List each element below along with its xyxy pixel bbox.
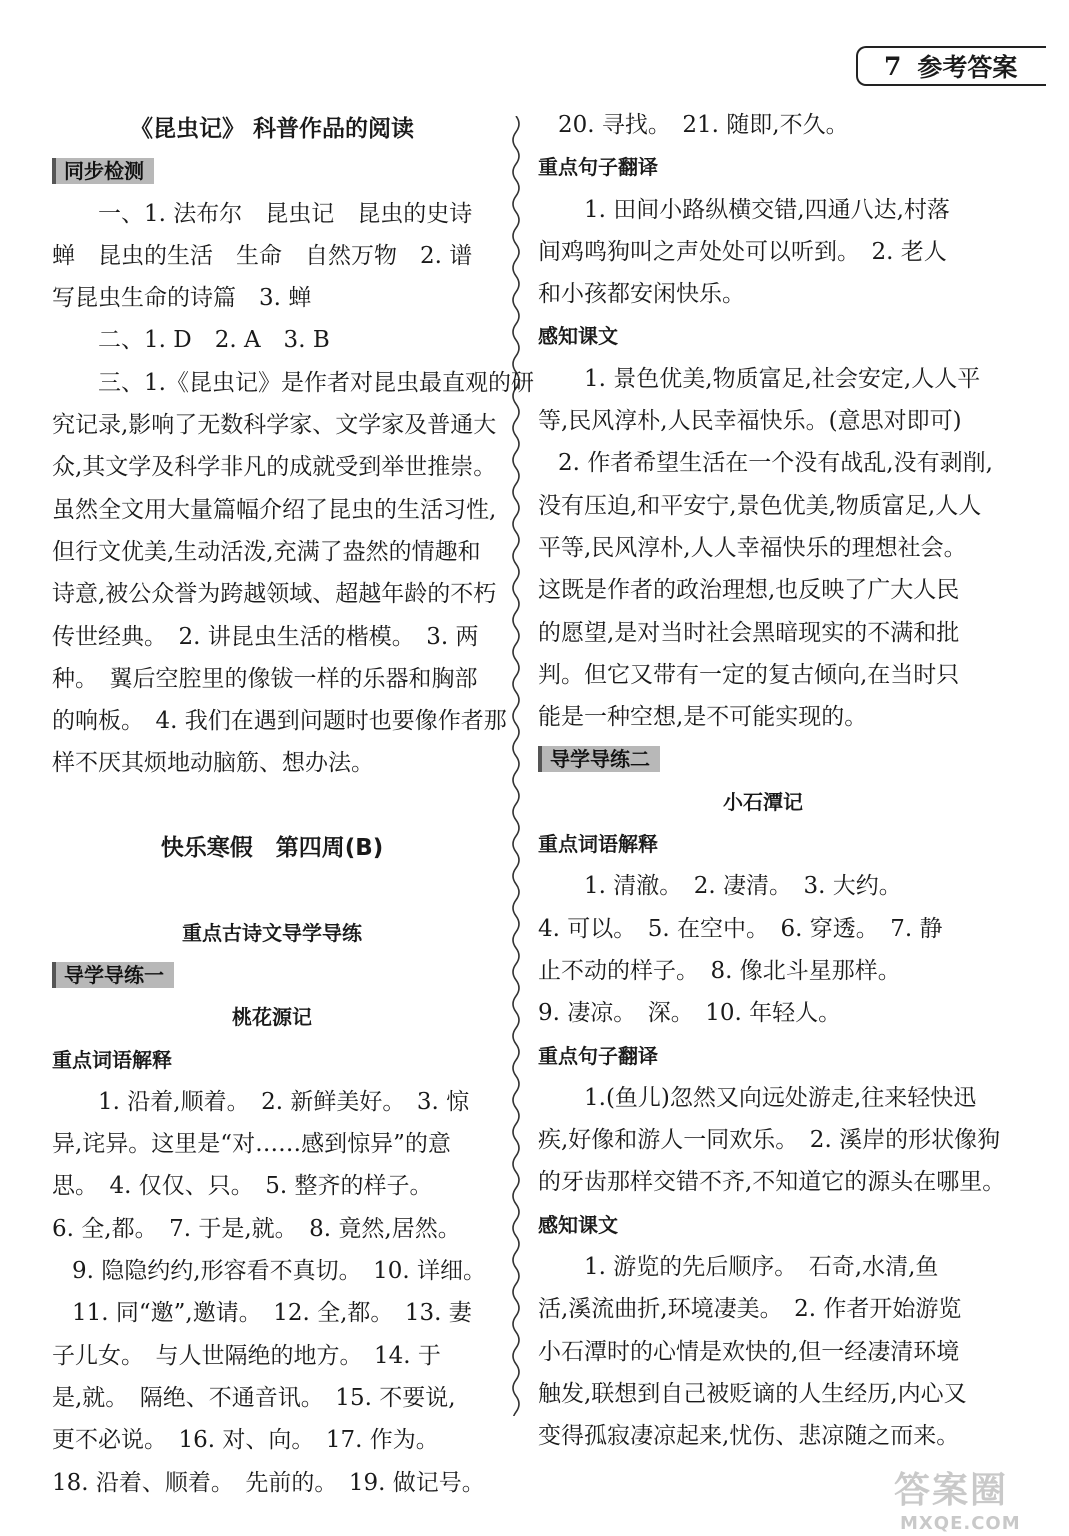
text-line: 异,诧异。这里是“对……感到惊异”的意 (52, 1131, 451, 1158)
text-line: 是,就。 隔绝、不通音讯。 15. 不要说, (52, 1384, 456, 1411)
heading: 《昆虫记》 科普作品的阅读 (129, 116, 414, 142)
text-line: 的牙齿那样交错不齐,不知道它的源头在哪里。 (538, 1169, 1006, 1196)
text-line: 9. 凄凉。 深。 10. 年轻人。 (538, 1000, 842, 1027)
text-line: 1.(鱼儿)忽然又向远处游走,往来轻快迅 (584, 1084, 977, 1111)
text-line: 思。 4. 仅仅、只。 5. 整齐的样子。 (52, 1173, 433, 1200)
text-line: 6. 全,都。 7. 于是,就。 8. 竟然,居然。 (52, 1215, 461, 1242)
text-line: 一、1. 法布尔 昆虫记 昆虫的史诗 (98, 200, 473, 227)
text-line: 活,溪流曲折,环境凄美。 2. 作者开始游览 (538, 1296, 962, 1323)
text-line: 三、1.《昆虫记》是作者对昆虫最直观的研 (98, 369, 534, 396)
page-number: 7 (884, 51, 902, 81)
section-title: 参考答案 (917, 53, 1018, 82)
text-line: 虽然全文用大量篇幅介绍了昆虫的生活习性, (52, 496, 497, 523)
spacer (52, 869, 492, 911)
text-line: 和小孩都安闲快乐。 (538, 281, 745, 308)
text-line: 1. 游览的先后顺序。 石奇,水清,鱼 (584, 1254, 939, 1281)
subheading: 重点词语解释 (52, 1047, 172, 1072)
section-tag (52, 954, 492, 996)
text-line: 4. 可以。 5. 在空中。 6. 穿透。 7. 静 (538, 915, 943, 942)
text-line: 11. 同“邀”,邀请。 12. 全,都。 13. 妻 (72, 1300, 472, 1327)
text-line: 子儿女。 与人世隔绝的地方。 14. 于 (52, 1342, 441, 1369)
text-line: 能是一种空想,是不可能实现的。 (538, 704, 868, 731)
text-line: 写昆虫生命的诗篇 3. 蝉 (52, 285, 312, 312)
watermark-logo-text: 答案圈 (894, 1470, 1009, 1511)
text-line: 变得孤寂凄凉起来,忧伤、悲凉随之而来。 (538, 1423, 960, 1450)
text-line: 究记录,影响了无数科学家、文学家及普通大 (52, 412, 497, 439)
heading: 桃花源记 (232, 1005, 312, 1030)
text-line: 的响板。 4. 我们在遇到问题时也要像作者那 (52, 708, 507, 735)
subheading: 重点词语解释 (538, 832, 658, 857)
text-line: 种。 翼后空腔里的像钹一样的乐器和胸部 (52, 665, 478, 692)
text-line: 18. 沿着、顺着。 先前的。 19. 做记号。 (52, 1469, 485, 1496)
text-line: 的愿望,是对当时社会黑暗现实的不满和批 (538, 619, 960, 646)
text-line: 1. 沿着,顺着。 2. 新鲜美好。 3. 惊 (98, 1088, 470, 1115)
text-line: 样不厌其烦地动脑筋、想办法。 (52, 750, 374, 777)
heading: 重点古诗文导学导练 (182, 920, 362, 945)
text-line: 更不必说。 16. 对、向。 17. 作为。 (52, 1427, 439, 1454)
section-tag-label: 导学导练一 (52, 962, 174, 988)
right-column (538, 104, 1006, 1458)
subheading: 感知课文 (538, 1212, 618, 1237)
text-line: 1. 景色优美,物质富足,社会安定,人人平 (584, 365, 981, 392)
text-line: 没有压迫,和平安宁,景色优美,物质富足,人人 (538, 492, 982, 519)
text-line: 二、1. D 2. A 3. B (98, 327, 330, 354)
text-line: 2. 作者希望生活在一个没有战乱,没有剥削, (558, 450, 993, 477)
watermark (894, 1462, 1062, 1532)
text-line: 9. 隐隐约约,形容看不真切。 10. 详细。 (72, 1258, 486, 1285)
text-line: 判。但它又带有一定的复古倾向,在当时只 (538, 661, 960, 688)
section-tag-label: 导学导练二 (538, 746, 660, 772)
column-divider (504, 116, 528, 1416)
text-line: 众,其文学及科学非凡的成就受到举世推崇。 (52, 454, 497, 481)
watermark-url: MXQE.COM (900, 1513, 1021, 1534)
text-line: 诗意,被公众誉为跨越领域、超越年龄的不朽 (52, 581, 497, 608)
text-line: 传世经典。 2. 讲昆虫生活的楷模。 3. 两 (52, 623, 479, 650)
subheading: 感知课文 (538, 324, 618, 349)
section-tag-label: 同步检测 (52, 158, 154, 184)
text-line: 1. 清澈。 2. 凄清。 3. 大约。 (584, 873, 902, 900)
heading: 小石潭记 (723, 789, 803, 814)
text-line: 小石潭时的心情是欢快的,但一经凄清环境 (538, 1338, 960, 1365)
spacer (52, 785, 492, 827)
text-line: 20. 寻找。 21. 随即,不久。 (558, 112, 849, 138)
text-line: 平等,民风淳朴,人人幸福快乐的理想社会。 (538, 534, 967, 561)
text-line: 这既是作者的政治理想,也反映了广大人民 (538, 577, 960, 604)
text-line: 疾,好像和游人一同欢乐。 2. 溪岸的形状像狗 (538, 1127, 1001, 1154)
heading: 快乐寒假 第四周(B) (160, 835, 384, 862)
text-line: 止不动的样子。 8. 像北斗星那样。 (538, 957, 901, 984)
section-tag (538, 738, 988, 780)
text-line: 但行文优美,生动活泼,充满了盎然的情趣和 (52, 538, 481, 565)
text-line: 1. 田间小路纵横交错,四通八达,村落 (584, 196, 950, 223)
text-line: 等,民风淳朴,人民幸福快乐。(意思对即可) (538, 408, 962, 435)
text-line: 间鸡鸣狗叫之声处处可以听到。 2. 老人 (538, 238, 947, 265)
subheading: 重点句子翻译 (538, 1043, 658, 1068)
subheading: 重点句子翻译 (538, 155, 658, 180)
text-line: 蝉 昆虫的生活 生命 自然万物 2. 谱 (52, 242, 473, 269)
section-tag (52, 150, 492, 192)
text-line: 触发,联想到自己被贬谪的人生经历,内心又 (538, 1380, 967, 1407)
answer-key-tab (856, 46, 1046, 86)
left-column (52, 108, 534, 1504)
